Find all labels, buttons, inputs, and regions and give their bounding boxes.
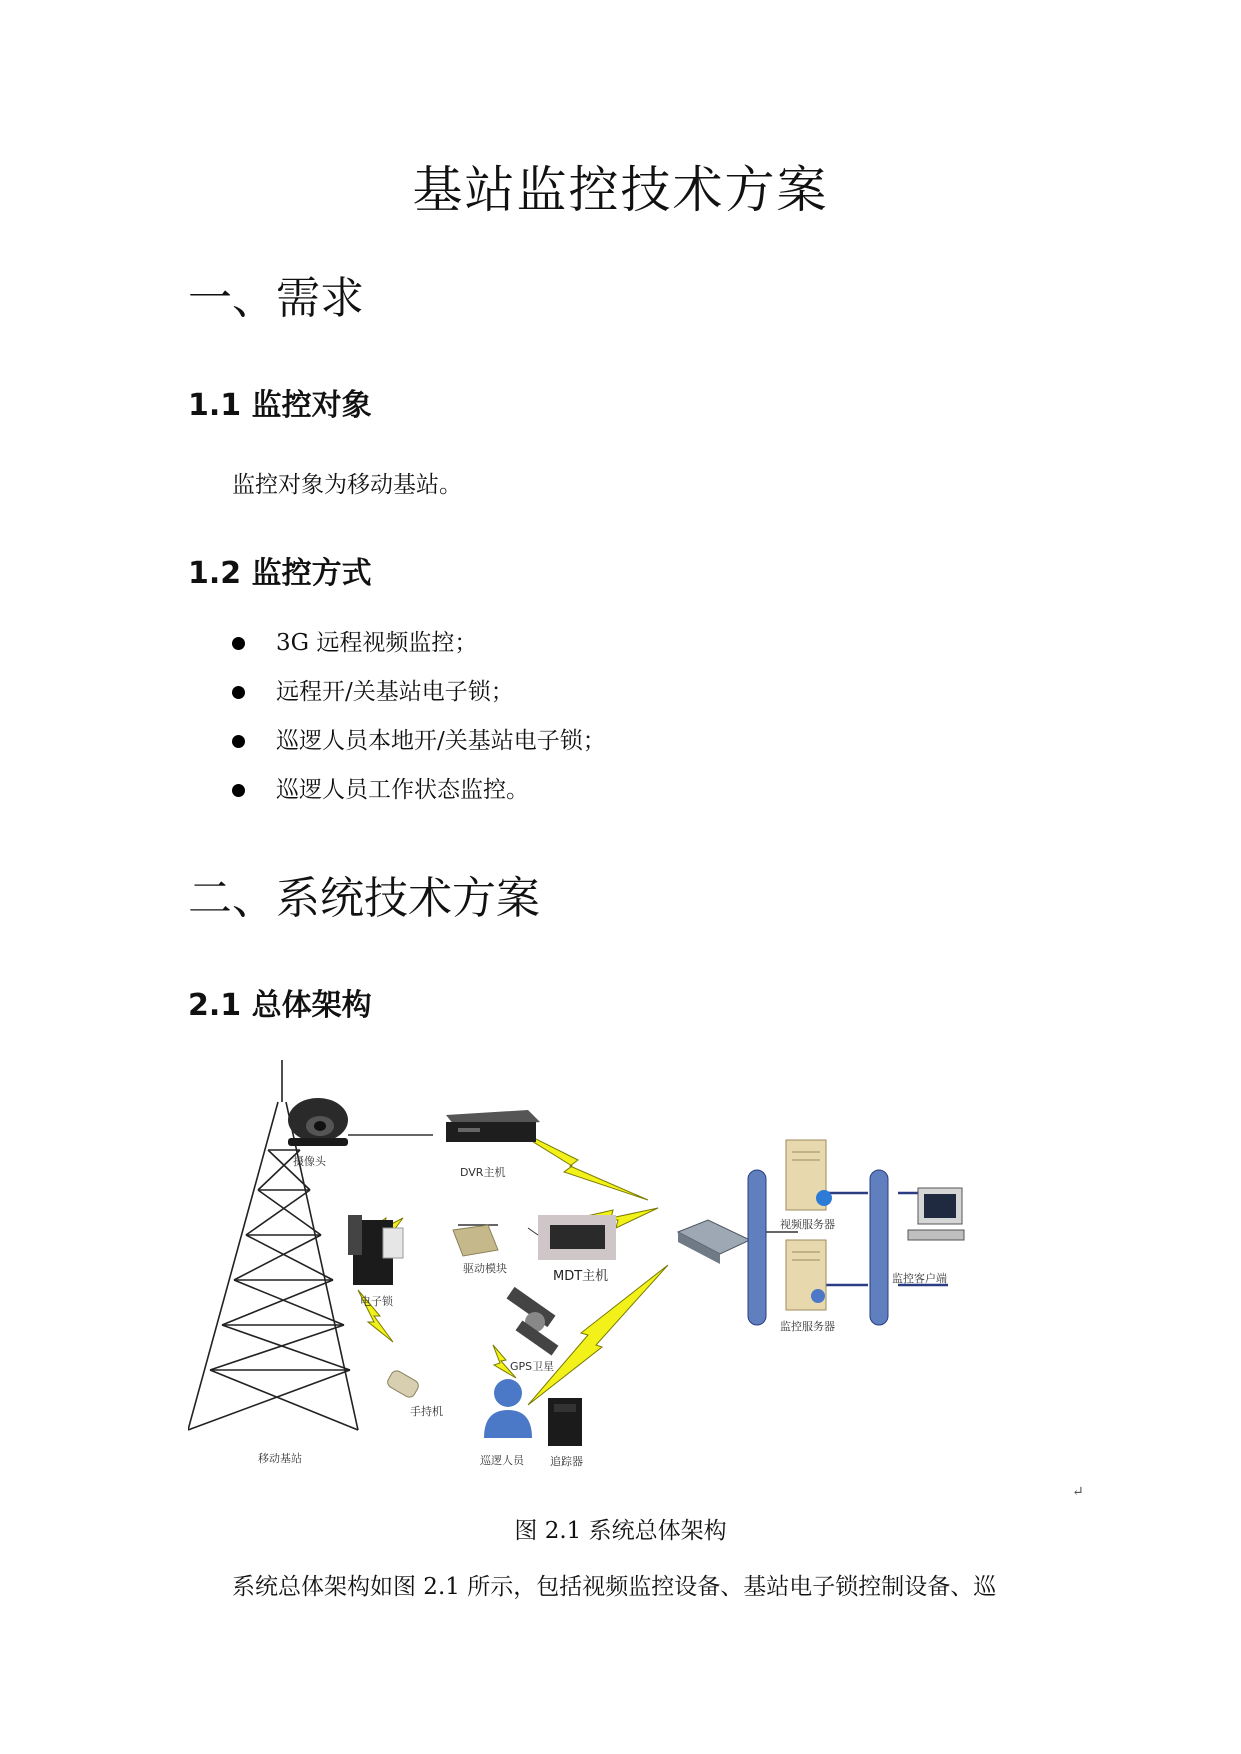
label-gps: GPS卫星 [510, 1360, 555, 1373]
label-tower: 移动基站 [258, 1452, 302, 1465]
label-tracker: 追踪器 [550, 1455, 583, 1468]
label-video-server: 视频服务器 [780, 1218, 835, 1231]
handheld-icon [386, 1369, 421, 1400]
label-lock: 电子锁 [360, 1295, 393, 1308]
system-architecture-figure [188, 1060, 1088, 1520]
computer-icon [908, 1188, 964, 1240]
section-heading-requirements: 一、需求 [188, 273, 364, 324]
subsection-heading-monitor-object: 1.1 监控对象 [188, 388, 372, 423]
list-item: 3G 远程视频监控； [230, 628, 606, 677]
monitor-method-list [230, 628, 606, 824]
list-item: 巡逻人员本地开/关基站电子锁； [230, 726, 606, 775]
camera-icon [288, 1098, 348, 1146]
document-title: 基站监控技术方案 [412, 161, 829, 219]
label-patrol: 巡逻人员 [480, 1454, 524, 1467]
dvr-icon [446, 1110, 540, 1142]
switch-icon [678, 1220, 750, 1264]
video-server-icon [786, 1140, 832, 1210]
label-dvr: DVR主机 [460, 1166, 506, 1179]
section-heading-technical-solution: 二、系统技术方案 [188, 873, 540, 924]
paragraph-monitor-object: 监控对象为移动基站。 [232, 472, 462, 498]
bullet-icon [232, 686, 245, 699]
subsection-heading-monitor-method: 1.2 监控方式 [188, 556, 372, 591]
list-item: 巡逻人员工作状态监控。 [230, 775, 606, 824]
paragraph-return-mark: ↵ [1072, 1484, 1084, 1500]
person-icon [484, 1379, 532, 1438]
label-monitor-server: 监控服务器 [780, 1320, 835, 1333]
label-mdt: MDT主机 [553, 1269, 609, 1284]
module-icon [453, 1225, 498, 1256]
label-client: 监控客户端 [892, 1272, 947, 1285]
bullet-icon [232, 637, 245, 650]
label-module: 驱动模块 [463, 1262, 507, 1275]
paragraph-architecture-description: 系统总体架构如图 2.1 所示，包括视频监控设备、基站电子锁控制设备、巡 [232, 1574, 997, 1600]
figure-caption: 图 2.1 系统总体架构 [514, 1518, 727, 1544]
subsection-heading-architecture: 2.1 总体架构 [188, 988, 372, 1023]
tracker-icon [548, 1398, 582, 1446]
satellite-icon [507, 1287, 559, 1356]
label-handheld: 手持机 [410, 1405, 443, 1418]
monitor-server-icon [786, 1240, 826, 1310]
mdt-icon [528, 1215, 616, 1260]
label-camera: 摄像头 [293, 1155, 326, 1168]
list-item: 远程开/关基站电子锁； [230, 677, 606, 726]
bullet-icon [232, 735, 245, 748]
bullet-icon [232, 784, 245, 797]
